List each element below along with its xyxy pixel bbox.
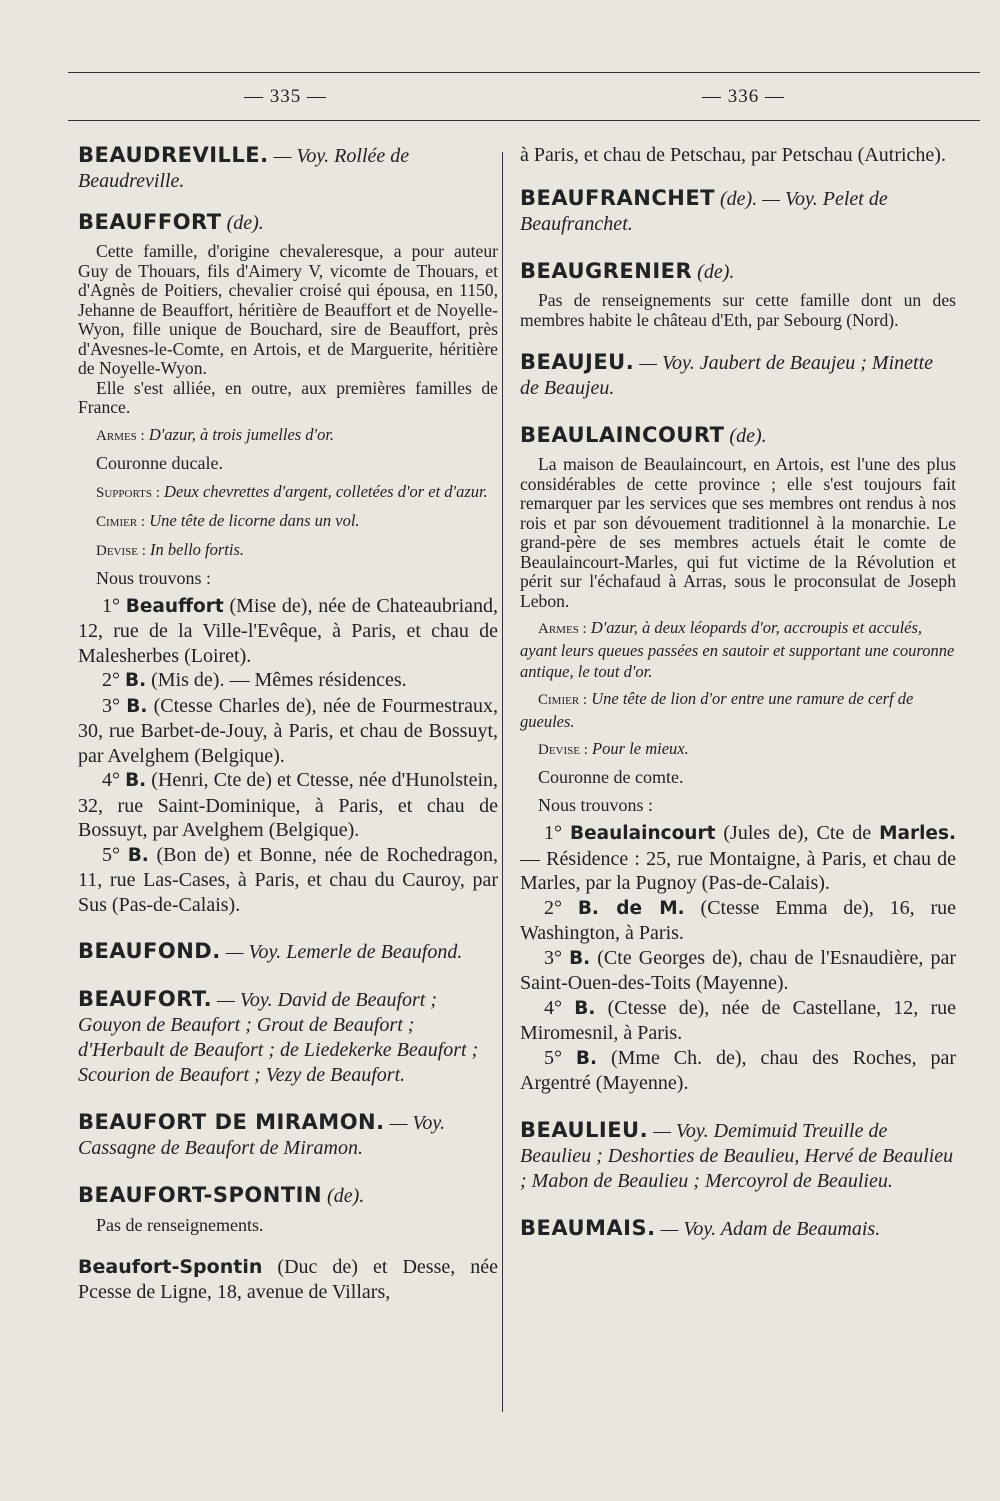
left-page-number: — 335 —: [244, 86, 327, 107]
column-divider: [502, 152, 503, 1412]
left-column: [78, 143, 498, 1305]
beaulaincourt-history: La maison de Beaulaincourt, en Artois, est l'une des plus considérables de cette province ; elle s'est toujours fait remarquer par les services que ses membres ont rendus à nos rois et par son dévouement traditionnel à la monarchie. Le grand-père de ses membres actuels était le comte de Beaulaincourt-Marles, qui fut victime de la Révolution et périt sur l'échafaud à Arras, sous le proconsulat de Joseph Lebon.: [520, 454, 956, 611]
residence-item: 2° B. de M. (Ctesse Emma de), 16, rue Washington, à Paris.: [520, 896, 956, 944]
residence-item: 5° B. (Bon de) et Bonne, née de Rochedragon, 11, rue Las-Cases, à Paris, et chau du Cauroy, par Sus (Pas-de-Calais).: [78, 843, 499, 916]
beauffort-devise: Devise : In bello fortis.: [96, 539, 245, 559]
entry-beaulaincourt: BEAULAINCOURT (de).: [520, 423, 767, 447]
entry-beaufort: BEAUFORT. — Voy. David de Beaufort ; Gouyon de Beaufort ; Grout de Beaufort ; d'Herbault de Beaufort ; de Liedekerke Beaufort ; Scourion de Beaufort ; Vezy de Beaufort.: [78, 987, 479, 1086]
beauffort-armes: Armes : D'azur, à trois jumelles d'or.: [96, 424, 335, 444]
entry-beaulieu: BEAULIEU. — Voy. Demimuid Treuille de Beaulieu ; Deshorties de Beaulieu, Hervé de Beaulieu ; Mabon de Beaulieu ; Mercoyrol de Beaulieu.: [520, 1117, 954, 1192]
top-rule: [68, 72, 980, 73]
beauffort-history: Cette famille, d'origine chevaleresque, a pour auteur Guy de Thouars, fils d'Aimery V, vicomte de Thouars, et d'Agnès de Poitiers, chevalier croisé qui épousa, en 1150, Jehanne de Beauffort, héritière de Beauffort et de Noyelle-Wyon, fille unique de Bouchard, sire de Beauffort, près d'Avesnes-le-Comte, en Artois, et de Marguerite, héritière de Noyelle-Wyon.: [78, 241, 498, 378]
beauffort-alliances: Elle s'est alliée, en outre, aux premières familles de France.: [78, 377, 498, 417]
beaulaincourt-devise: Devise : Pour le mieux.: [538, 739, 689, 758]
beaulaincourt-cimier: Cimier : Une tête de lion d'or entre une ramure de cerf de gueules.: [520, 689, 914, 731]
residence-item: 4° B. (Henri, Cte de) et Ctesse, née d'Hunolstein, 32, rue Saint-Dominique, à Paris, et chau de Bossuyt, par Avelghem (Belgique).: [78, 769, 499, 841]
residence-item: 1° Beaulaincourt (Jules de), Cte de Marles. — Résidence : 25, rue Montaigne, à Paris, et chau de Marles, par la Pugnoy (Pas-de-Calais).: [520, 822, 957, 894]
residence-item: 4° B. (Ctesse de), née de Castellane, 12, rue Miromesnil, à Paris.: [520, 996, 956, 1044]
residence-item: 3° B. (Cte Georges de), chau de l'Esnaudière, par Saint-Ouen-des-Toits (Mayenne).: [520, 946, 957, 994]
beaulaincourt-nous-trouvons: Nous trouvons :: [538, 795, 654, 815]
residence-item: Beaufort-Spontin (Duc de) et Desse, née Pcesse de Ligne, 18, avenue de Villars,: [78, 1256, 499, 1303]
residence-item: 1° Beauffort (Mise de), née de Chateaubriand, 12, rue de la Ville-l'Evêque, à Paris, et chau de Malesherbes (Loiret).: [78, 594, 499, 667]
entry-beaufort-de-miramon: BEAUFORT DE MIRAMON. — Voy. Cassagne de Beaufort de Miramon.: [78, 1110, 446, 1159]
beauffort-nous-trouvons: Nous trouvons :: [96, 567, 212, 588]
entry-beaufond: BEAUFOND. — Voy. Lemerle de Beaufond.: [78, 939, 463, 963]
entry-beaudreville: BEAUDREVILLE. — Voy. Rollée de Beaudreville.: [78, 143, 410, 192]
entry-beaufranchet: BEAUFRANCHET (de). — Voy. Pelet de Beaufranchet.: [520, 186, 888, 235]
right-page-number: — 336 —: [702, 86, 785, 107]
continued-residence: à Paris, et chau de Petschau, par Petschau (Autriche).: [520, 144, 946, 166]
entry-beauffort-title: BEAUFFORT (de).: [78, 210, 264, 234]
beaulaincourt-armes: Armes : D'azur, à deux léopards d'or, accroupis et acculés, ayant leurs queues passées en sautoir et supportant une couronne antique, le tout d'or.: [520, 618, 955, 681]
beaulaincourt-couronne: Couronne de comte.: [538, 767, 684, 787]
entry-beaugrenier: BEAUGRENIER (de).: [520, 259, 735, 283]
entry-beaufort-spontin: BEAUFORT-SPONTIN (de).: [78, 1183, 365, 1207]
residence-item: 2° B. (Mis de). — Mêmes résidences.: [102, 669, 407, 691]
beauffort-supports: Supports : Deux chevrettes d'argent, colletées d'or et d'azur.: [96, 481, 488, 501]
entry-beaujeu: BEAUJEU. — Voy. Jaubert de Beaujeu ; Minette de Beaujeu.: [520, 350, 934, 399]
header-rule: [68, 120, 980, 121]
beauffort-cimier: Cimier : Une tête de licorne dans un vol.: [96, 510, 360, 530]
residence-item: 3° B. (Ctesse Charles de), née de Fourmestraux, 30, rue Barbet-de-Jouy, à Paris, et chau de Bossuyt, par Avelghem (Belgique).: [78, 694, 499, 767]
beaugrenier-text: Pas de renseignements sur cette famille dont un des membres habite le château d'Eth, par Sebourg (Nord).: [520, 290, 956, 330]
right-column: [520, 143, 956, 1258]
entry-beaumais: BEAUMAIS. — Voy. Adam de Beaumais.: [520, 1215, 881, 1240]
beaufort-spontin-note: Pas de renseignements.: [96, 1215, 264, 1235]
residence-item: 5° B. (Mme Ch. de), chau des Roches, par Argentré (Mayenne).: [520, 1046, 957, 1094]
beauffort-couronne: Couronne ducale.: [96, 452, 223, 473]
